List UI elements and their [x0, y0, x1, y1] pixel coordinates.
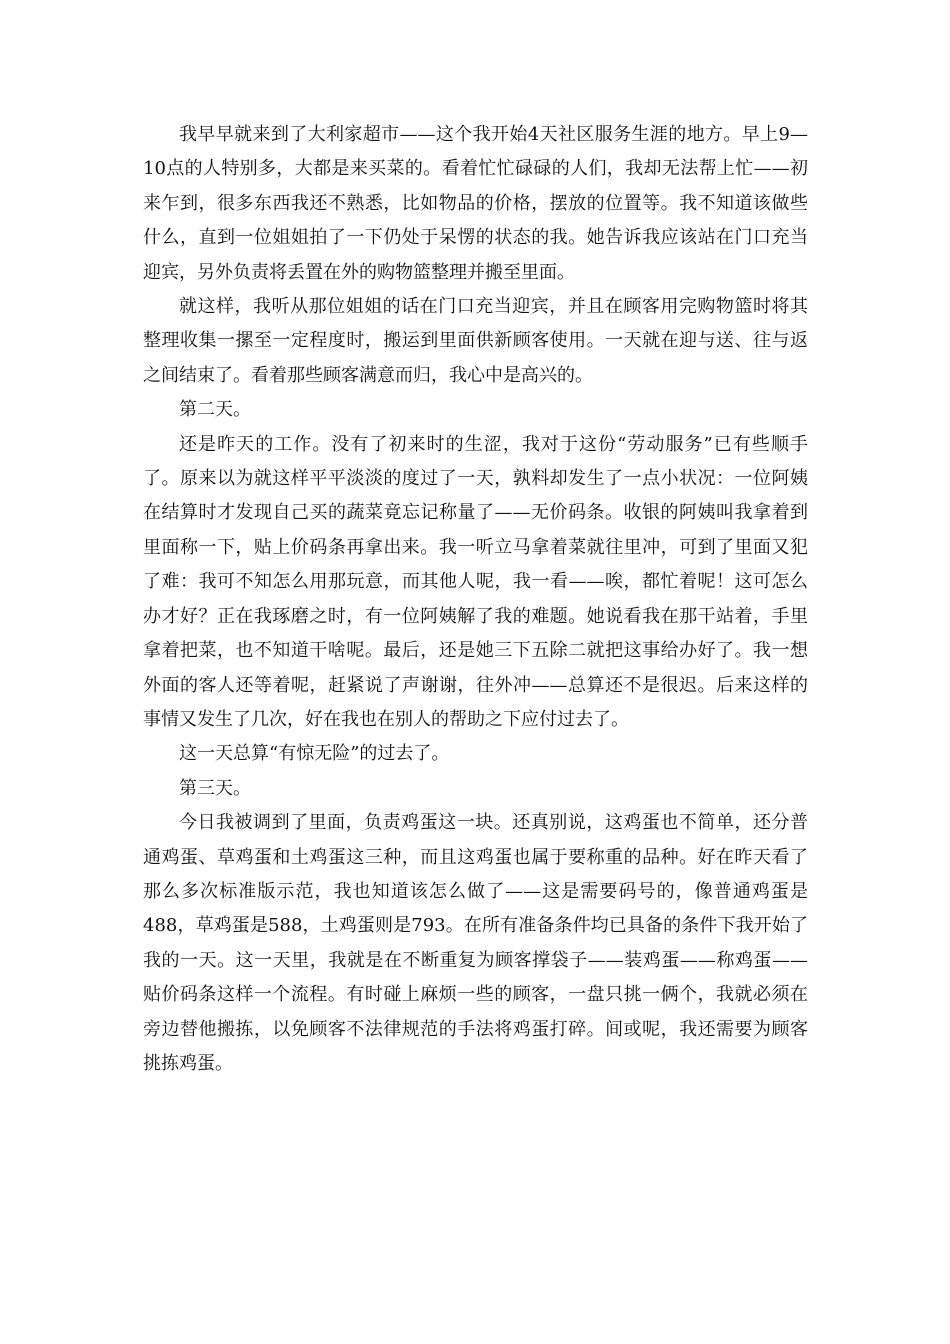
paragraph: 还是昨天的工作。没有了初来时的生涩，我对于这份“劳动服务”已有些顺手了。原来以为就这样平平淡淡的度过了一天，孰料却发生了一点小状况：一位阿姨在结算时才发现自己买的蔬菜竟忘记称量了——无价码条。收银的阿姨叫我拿着到里面称一下，贴上价码条再拿出来。我一听立马拿着菜就往里冲，可到了里面又犯了难：我可不知怎么用那玩意，而其他人呢，我一看——唉，都忙着呢！这可怎么办才好？正在我琢磨之时，有一位阿姨解了我的难题。她说看我在那干站着，手里拿着把菜，也不知道干啥呢。最后，还是她三下五除二就把这事给办好了。我一想外面的客人还等着呢，赶紧说了声谢谢，往外冲——总算还不是很迟。后来这样的事情又发生了几次，好在我也在别人的帮助之下应付过去了。	[143, 433, 808, 730]
paragraph: 我早早就来到了大利家超市——这个我开始4天社区服务生涯的地方。早上9—10点的人特别多，大都是来买菜的。看着忙忙碌碌的人们，我却无法帮上忙——初来乍到，很多东西我还不熟悉，比如物品的价格，摆放的位置等。我不知道该做些什么，直到一位姐姐拍了一下仍处于呆愣的状态的我。她告诉我应该站在门口充当迎宾，另外负责将丢置在外的购物篮整理并搬至里面。	[143, 124, 808, 283]
paragraph: 今日我被调到了里面，负责鸡蛋这一块。还真别说，这鸡蛋也不简单，还分普通鸡蛋、草鸡蛋和土鸡蛋这三种，而且这鸡蛋也属于要称重的品种。好在昨天看了那么多次标准版示范，我也知道该怎么做了——这是需要码号的，像普通鸡蛋是488，草鸡蛋是588，土鸡蛋则是793。在所有准备条件均已具备的条件下我开始了我的一天。这一天里，我就是在不断重复为顾客撑袋子——装鸡蛋——称鸡蛋——贴价码条这样一个流程。有时碰上麻烦一些的顾客，一盘只挑一俩个，我就必须在旁边替他搬拣，以免顾客不法律规范的手法将鸡蛋打碎。间或呢，我还需要为顾客挑拣鸡蛋。	[143, 812, 808, 1074]
document-body	[143, 118, 808, 1081]
section-heading-day-three: 第三天。	[179, 777, 251, 799]
paragraph: 就这样，我听从那位姐姐的话在门口充当迎宾，并且在顾客用完购物篮时将其整理收集一摞至一定程度时，搬运到里面供新顾客使用。一天就在迎与送、往与返之间结束了。看着那些顾客满意而归，我心中是高兴的。	[143, 296, 808, 386]
paragraph: 这一天总算“有惊无险”的过去了。	[179, 743, 450, 765]
section-heading-day-two: 第二天。	[179, 399, 251, 421]
